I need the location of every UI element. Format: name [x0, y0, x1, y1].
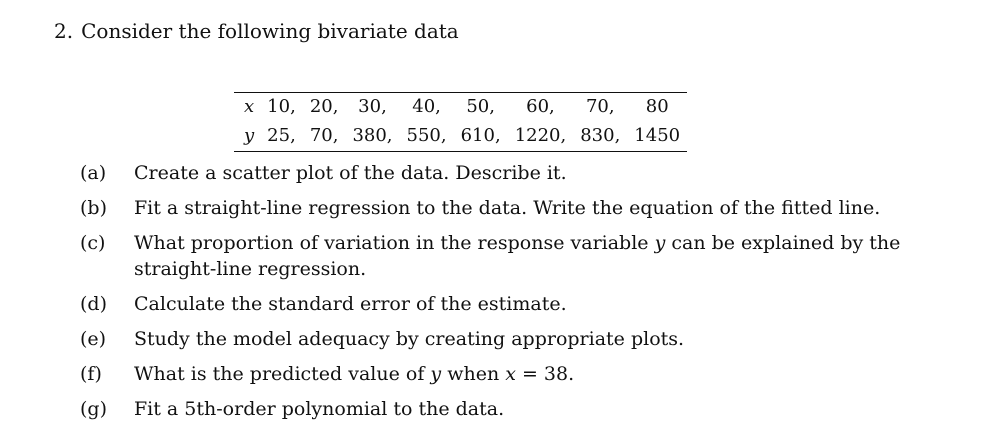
table-row-y [234, 122, 687, 152]
y-label: y [234, 122, 260, 152]
x-value: 50, [454, 93, 508, 123]
problem-intro: Consider the following bivariate data [81, 19, 459, 43]
part-text-after: can be explained by the straight-line regression. [134, 232, 901, 280]
part-e [80, 326, 960, 352]
part-text: Create a scatter plot of the data. Describe it. [134, 162, 567, 184]
question-parts-list [80, 160, 960, 431]
part-text: Study the model adequacy by creating appropriate plots. [134, 328, 685, 350]
x-value: 70, [573, 93, 627, 123]
x-value: 10, [260, 93, 303, 123]
table-row-x [234, 93, 687, 123]
math-var-y: y [430, 363, 442, 385]
y-value: 1220, [508, 122, 574, 152]
part-label: (e) [80, 328, 107, 350]
part-text-after: = 38. [515, 363, 575, 385]
part-text-before: What proportion of variation in the response variable [134, 232, 655, 254]
x-value: 30, [345, 93, 399, 123]
y-value: 610, [454, 122, 508, 152]
part-text: Fit a straight-line regression to the data. Write the equation of the fitted line. [134, 197, 881, 219]
y-value: 550, [400, 122, 454, 152]
part-text [134, 361, 960, 387]
y-value: 70, [303, 122, 346, 152]
part-f [80, 361, 960, 387]
x-value: 40, [400, 93, 454, 123]
y-value: 830, [573, 122, 627, 152]
part-label: (f) [80, 363, 102, 385]
problem-heading [54, 19, 459, 43]
y-value: 380, [345, 122, 399, 152]
part-g [80, 396, 960, 422]
math-var-x: x [505, 363, 516, 385]
x-label: x [234, 93, 260, 123]
y-value: 25, [260, 122, 303, 152]
part-text-before: What is the predicted value of [134, 363, 431, 385]
x-value: 80 [627, 93, 687, 123]
part-label: (c) [80, 232, 106, 254]
math-var-y: y [654, 232, 666, 254]
part-a [80, 160, 960, 186]
part-label: (g) [80, 398, 107, 420]
part-d [80, 291, 960, 317]
part-label: (b) [80, 197, 107, 219]
x-value: 20, [303, 93, 346, 123]
part-c [80, 230, 960, 282]
y-value: 1450 [627, 122, 687, 152]
part-text: Calculate the standard error of the estimate. [134, 293, 567, 315]
part-text-mid: when [441, 363, 506, 385]
part-text: Fit a 5th-order polynomial to the data. [134, 398, 505, 420]
part-text [134, 230, 960, 282]
part-label: (a) [80, 162, 107, 184]
problem-number: 2. [54, 19, 74, 43]
part-b [80, 195, 960, 221]
x-value: 60, [508, 93, 574, 123]
bivariate-data-table [234, 92, 687, 152]
part-label: (d) [80, 293, 107, 315]
